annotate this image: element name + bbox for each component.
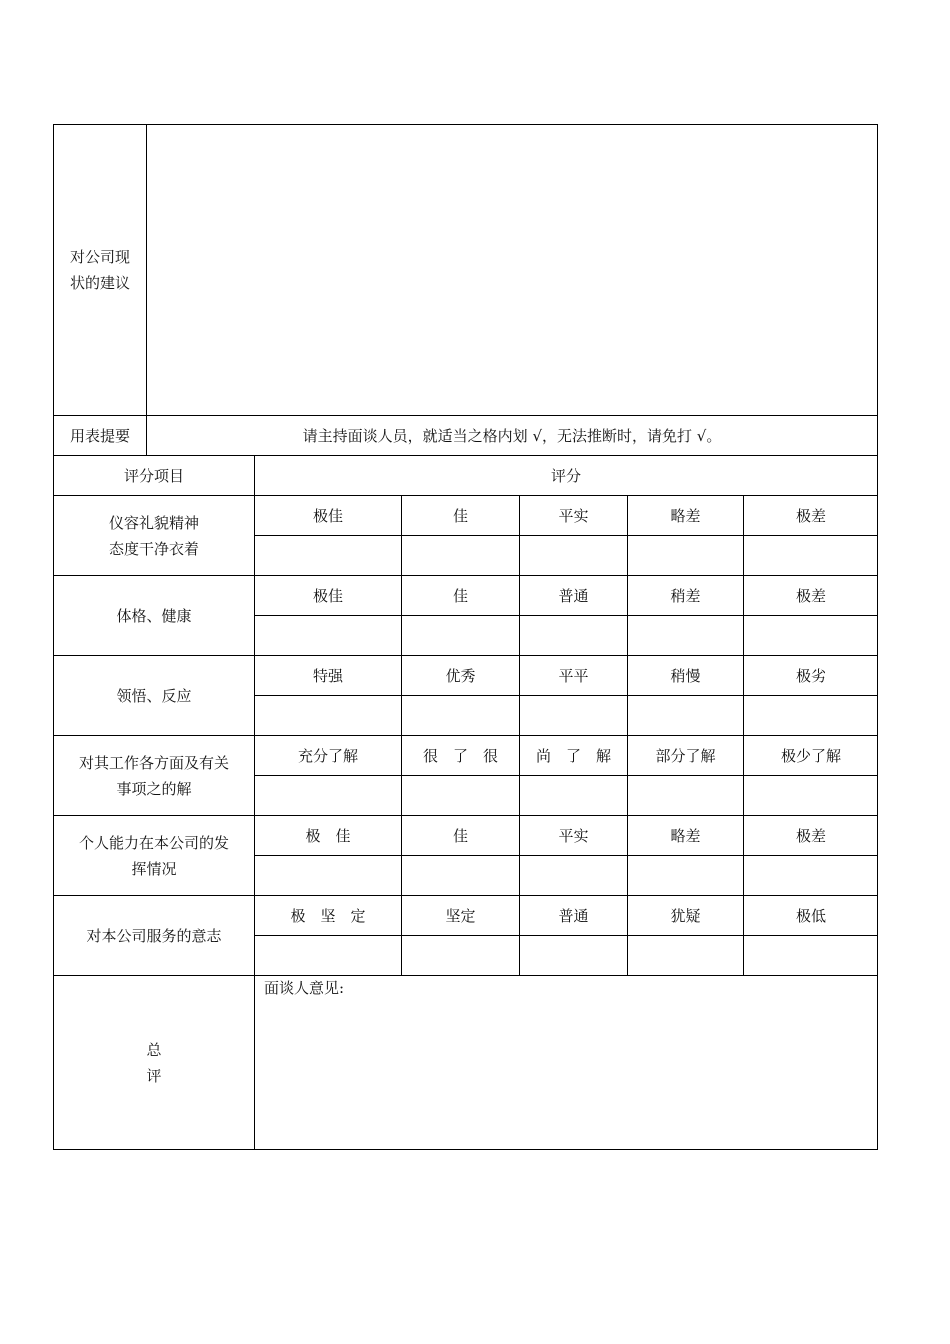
- rating-item-label: 体格、健康: [116, 606, 192, 625]
- rating-level-label: 优秀: [445, 666, 476, 685]
- rating-check-cell[interactable]: [628, 936, 743, 975]
- rating-level-label: 极佳: [312, 506, 343, 525]
- rating-level-label: 略差: [670, 826, 701, 845]
- rating-check-cell[interactable]: [628, 776, 743, 815]
- rating-item-label: 个人能力在本公司的发 挥情况: [78, 833, 229, 878]
- rating-level-label: 部分了解: [655, 746, 716, 765]
- rating-item-label: 对其工作各方面及有关 事项之的解: [78, 753, 229, 798]
- rating-check-cell[interactable]: [628, 696, 743, 735]
- rating-check-cell[interactable]: [520, 776, 627, 815]
- rating-level-label: 稍差: [670, 586, 701, 605]
- rating-check-cell[interactable]: [520, 936, 627, 975]
- score-column-header: 评分: [550, 466, 581, 485]
- interviewer-opinion-area[interactable]: [255, 1001, 877, 1149]
- suggestion-label: 对公司现 状的建议: [69, 248, 130, 292]
- rating-check-cell[interactable]: [255, 536, 401, 575]
- rating-check-cell[interactable]: [520, 696, 627, 735]
- rating-check-cell[interactable]: [255, 856, 401, 895]
- rating-level-label: 极差: [795, 586, 826, 605]
- item-column-header: 评分项目: [123, 466, 184, 485]
- rating-check-cell[interactable]: [402, 936, 519, 975]
- usage-note-label: 用表提要: [69, 426, 130, 445]
- rating-level-label: 极劣: [795, 666, 826, 685]
- rating-level-label: 特强: [312, 666, 343, 685]
- rating-level-label: 极少了解: [780, 746, 841, 765]
- rating-check-cell[interactable]: [744, 616, 878, 655]
- rating-check-cell[interactable]: [402, 536, 519, 575]
- interviewer-opinion-label: 面谈人意见:: [264, 979, 345, 997]
- rating-check-cell[interactable]: [628, 536, 743, 575]
- rating-check-cell[interactable]: [255, 616, 401, 655]
- rating-level-label: 极低: [795, 906, 826, 925]
- rating-level-label: 佳: [452, 506, 468, 525]
- rating-level-label: 平实: [558, 506, 589, 525]
- rating-check-cell[interactable]: [255, 696, 401, 735]
- rating-item-label: 对本公司服务的意志: [86, 926, 222, 945]
- rating-check-cell[interactable]: [520, 616, 627, 655]
- rating-level-label: 普通: [558, 586, 589, 605]
- rating-check-cell[interactable]: [744, 936, 878, 975]
- rating-check-cell[interactable]: [744, 536, 878, 575]
- rating-level-label: 普通: [558, 906, 589, 925]
- rating-level-label: 佳: [452, 586, 468, 605]
- rating-level-label: 稍慢: [670, 666, 701, 685]
- rating-check-cell[interactable]: [628, 616, 743, 655]
- rating-check-cell[interactable]: [402, 696, 519, 735]
- suggestion-content-area[interactable]: [147, 125, 877, 415]
- rating-level-label: 极 坚 定: [290, 906, 366, 925]
- summary-label: 总 评: [146, 1040, 162, 1085]
- rating-check-cell[interactable]: [744, 856, 878, 895]
- rating-level-label: 犹疑: [670, 906, 701, 925]
- rating-check-cell[interactable]: [744, 776, 878, 815]
- rating-check-cell[interactable]: [520, 856, 627, 895]
- usage-note-text: 请主持面谈人员，就适当之格内划 √，无法推断时，请免打 √。: [302, 426, 722, 445]
- rating-level-label: 平实: [558, 826, 589, 845]
- rating-level-label: 极差: [795, 826, 826, 845]
- rating-level-label: 佳: [452, 826, 468, 845]
- rating-level-label: 坚定: [445, 906, 476, 925]
- rating-level-label: 极差: [795, 506, 826, 525]
- rating-check-cell[interactable]: [628, 856, 743, 895]
- rating-level-label: 很 了 很: [422, 746, 498, 765]
- rating-check-cell[interactable]: [402, 616, 519, 655]
- rating-level-label: 平平: [558, 666, 589, 685]
- rating-check-cell[interactable]: [255, 936, 401, 975]
- rating-check-cell[interactable]: [744, 696, 878, 735]
- rating-item-label: 仪容礼貌精神 态度干净衣着: [108, 513, 199, 558]
- rating-level-label: 极 佳: [305, 826, 351, 845]
- rating-check-cell[interactable]: [402, 856, 519, 895]
- rating-check-cell[interactable]: [520, 536, 627, 575]
- rating-level-label: 极佳: [312, 586, 343, 605]
- rating-item-label: 领悟、反应: [116, 686, 192, 705]
- rating-level-label: 充分了解: [297, 746, 358, 765]
- rating-check-cell[interactable]: [402, 776, 519, 815]
- rating-level-label: 略差: [670, 506, 701, 525]
- rating-level-label: 尚 了 解: [535, 746, 611, 765]
- rating-check-cell[interactable]: [255, 776, 401, 815]
